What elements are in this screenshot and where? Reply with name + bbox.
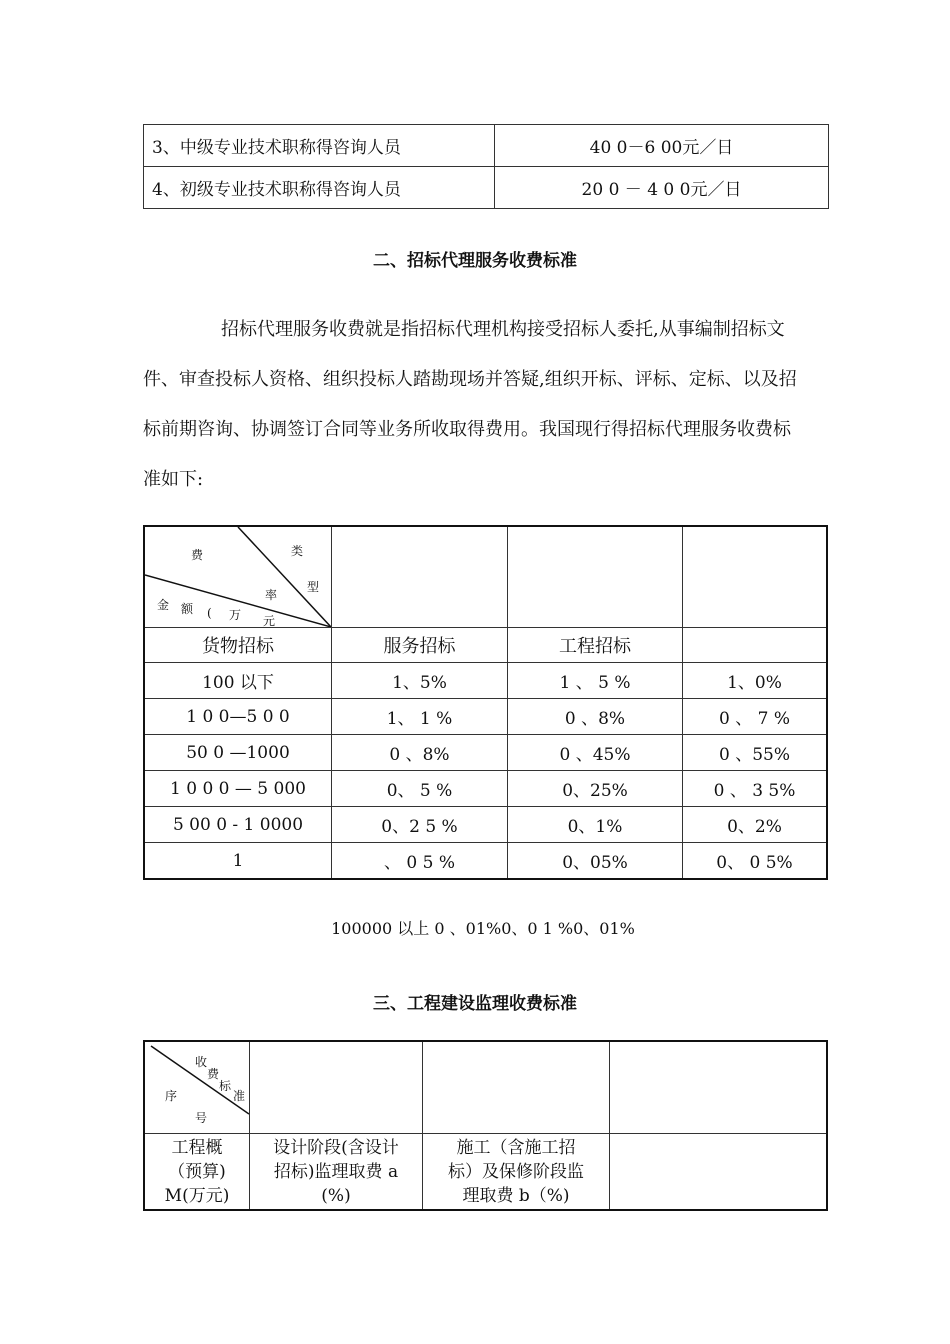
rate-cell: 1、 1 % <box>332 699 508 735</box>
header-line: 设计阶段(含设计 <box>273 1137 399 1158</box>
table-subheader-row <box>144 1134 827 1211</box>
rate-cell: 、 0 5 % <box>332 843 508 880</box>
table-row <box>144 125 829 167</box>
diag-label: 金 <box>157 598 170 612</box>
rate-cell: 0、05% <box>508 843 683 880</box>
col-header-design-phase <box>250 1134 423 1211</box>
row-label: 4、初级专业技术职称得咨询人员 <box>144 167 495 209</box>
section-heading-tendering: 二、招标代理服务收费标准 <box>373 251 577 271</box>
diag-label: 型 <box>307 580 320 594</box>
diag-label: 费 <box>207 1067 220 1081</box>
rate-cell: 0、1% <box>508 807 683 843</box>
rate-cell: 0 、55% <box>683 735 828 771</box>
empty-header-cell <box>423 1041 610 1134</box>
table-row <box>144 843 827 880</box>
col-header-project-cost <box>144 1134 250 1211</box>
empty-header-cell <box>332 526 508 628</box>
table-row <box>144 167 829 209</box>
diag-label: 类 <box>291 544 304 558</box>
col-header-engineering: 工程招标 <box>508 628 683 663</box>
table-row <box>144 663 827 699</box>
rate-cell: 1、0% <box>683 663 828 699</box>
col-header-empty <box>610 1134 828 1211</box>
rate-cell: 0 、8% <box>332 735 508 771</box>
diag-label: 费 <box>191 548 204 562</box>
empty-header-cell <box>610 1041 828 1134</box>
header-line: 招标)监理取费 a <box>273 1161 399 1182</box>
section-heading-supervision: 三、工程建设监理收费标准 <box>373 994 577 1014</box>
diag-label: ( <box>207 606 212 620</box>
col-header-services: 服务招标 <box>332 628 508 663</box>
paragraph-line: 标前期咨询、协调签订合同等业务所收取得费用。我国现行得招标代理服务收费标 <box>143 419 791 440</box>
row-value: 20 0 － 4 0 0元／日 <box>495 167 829 209</box>
diag-label: 标 <box>219 1079 232 1093</box>
diag-label: 元 <box>263 614 276 628</box>
tendering-fee-table <box>143 525 828 880</box>
table-header-row <box>144 526 827 628</box>
diag-label: 收 <box>195 1055 208 1069</box>
diagonal-header-cell <box>144 1041 250 1134</box>
supervision-fee-table <box>143 1040 828 1211</box>
header-line: 工程概 <box>171 1137 223 1158</box>
paragraph-line: 件、审查投标人资格、组织投标人踏勘现场并答疑,组织开标、评标、定标、以及招 <box>143 369 797 390</box>
diagonal-header-cell <box>144 526 332 628</box>
rate-cell: 0、 5 % <box>332 771 508 807</box>
rate-cell: 0、25% <box>508 771 683 807</box>
diag-label: 号 <box>195 1111 208 1125</box>
rate-cell: 1 、 5 % <box>508 663 683 699</box>
empty-header-cell <box>683 526 828 628</box>
table-row <box>144 699 827 735</box>
row-label: 3、中级专业技术职称得咨询人员 <box>144 125 495 167</box>
col-header-empty <box>683 628 828 663</box>
amount-cell: 50 0 —1000 <box>144 735 332 771</box>
amount-cell: 1 <box>144 843 332 880</box>
amount-cell: 100 以下 <box>144 663 332 699</box>
rate-cell: 0、2 5 % <box>332 807 508 843</box>
empty-header-cell <box>508 526 683 628</box>
table-row <box>144 807 827 843</box>
header-line: 标）及保修阶段监 <box>448 1161 584 1182</box>
empty-header-cell <box>250 1041 423 1134</box>
table-header-row <box>144 1041 827 1134</box>
col-header-goods: 货物招标 <box>144 628 332 663</box>
rate-cell: 0 、 3 5% <box>683 771 828 807</box>
header-line: M(万元) <box>164 1185 230 1206</box>
table-subheader-row <box>144 628 827 663</box>
amount-cell: 1 0 0 0 — 5 000 <box>144 771 332 807</box>
paragraph-line: 招标代理服务收费就是指招标代理机构接受招标人委托,从事编制招标文 <box>221 319 785 340</box>
table-row <box>144 771 827 807</box>
rate-cell: 0、 0 5% <box>683 843 828 880</box>
rate-cell: 0 、45% <box>508 735 683 771</box>
fee-table-note: 100000 以上 0 、01%0、0 1 %0、01% <box>331 919 635 938</box>
rate-cell: 1、5% <box>332 663 508 699</box>
diag-label: 额 <box>181 602 194 616</box>
table-row <box>144 735 827 771</box>
consultant-rate-table <box>143 124 829 209</box>
diag-label: 准 <box>233 1089 246 1103</box>
amount-cell: 1 0 0—5 0 0 <box>144 699 332 735</box>
header-line: (%) <box>321 1185 351 1206</box>
rate-cell: 0、2% <box>683 807 828 843</box>
diag-label: 率 <box>265 588 278 602</box>
amount-cell: 5 00 0 - 1 0000 <box>144 807 332 843</box>
header-line: 施工（含施工招 <box>456 1137 576 1158</box>
rate-cell: 0 、8% <box>508 699 683 735</box>
paragraph-line: 准如下: <box>143 469 204 490</box>
header-line: （预算) <box>168 1161 226 1182</box>
row-value: 40 0－6 00元／日 <box>495 125 829 167</box>
section-paragraph <box>143 305 833 505</box>
diag-label: 万 <box>229 608 242 622</box>
header-line: 理取费 b（%) <box>462 1185 570 1206</box>
diag-label: 序 <box>165 1089 178 1103</box>
rate-cell: 0 、 7 % <box>683 699 828 735</box>
col-header-construction-phase <box>423 1134 610 1211</box>
